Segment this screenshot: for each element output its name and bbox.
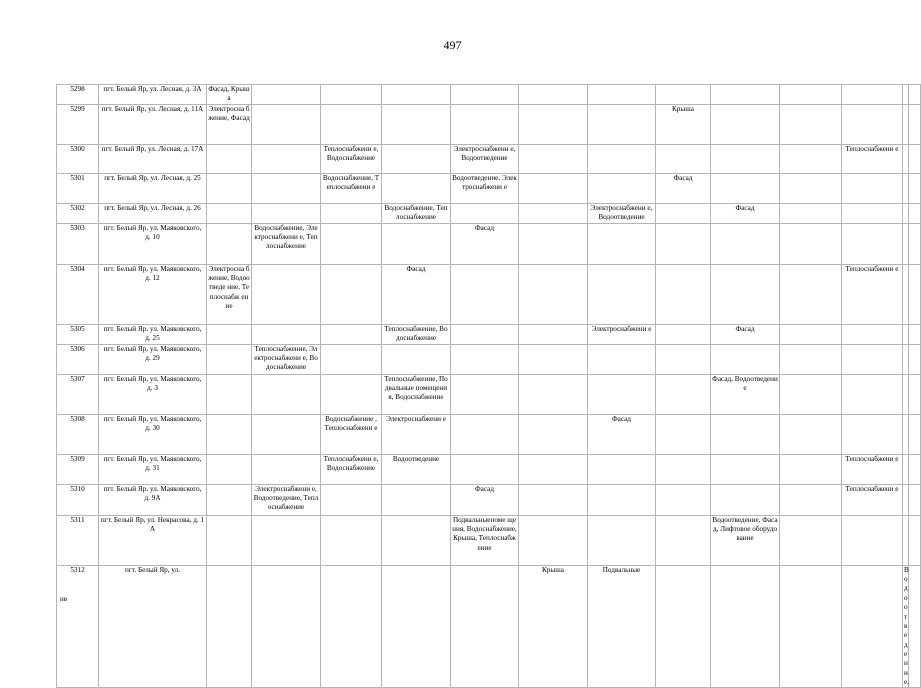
work-type-cell [909, 515, 921, 565]
work-type-cell [780, 344, 842, 374]
work-type-cell [451, 344, 519, 374]
work-type-cell [382, 104, 451, 144]
work-type-cell [842, 203, 903, 223]
work-type-cell [780, 173, 842, 203]
work-type-cell [909, 104, 921, 144]
work-type-cell [842, 104, 903, 144]
work-type-cell [519, 144, 588, 173]
address-cell: пгт. Белый Яр, ул. Лесная, д. 26 [99, 203, 207, 223]
work-type-cell [252, 515, 321, 565]
work-type-cell [780, 324, 842, 344]
work-type-cell: Теплоснабжени е [842, 454, 903, 484]
work-type-cell: Крыша [656, 104, 711, 144]
table-row [57, 85, 921, 105]
work-type-cell: Водоотведение [382, 454, 451, 484]
work-type-cell [909, 324, 921, 344]
table-row [57, 144, 921, 173]
work-type-cell [711, 223, 780, 264]
table-row [57, 374, 921, 414]
work-type-cell: Фасад, Водоотведение [711, 374, 780, 414]
work-type-cell: Фасад [382, 264, 451, 324]
row-number-cell: 5310 [57, 484, 99, 515]
work-type-cell [519, 223, 588, 264]
work-type-cell [519, 484, 588, 515]
work-type-cell [321, 85, 382, 105]
work-type-cell [909, 484, 921, 515]
table-row [57, 515, 921, 565]
work-type-cell [207, 223, 252, 264]
work-type-cell [588, 484, 656, 515]
work-type-cell [588, 454, 656, 484]
work-type-cell: Теплоснабжение, Водоснабжение [382, 324, 451, 344]
address-cell: пгт. Белый Яр, ул. Маяковского, д. 30 [99, 414, 207, 454]
table-row [57, 104, 921, 144]
work-type-cell [780, 104, 842, 144]
work-type-cell [321, 515, 382, 565]
work-type-cell [656, 454, 711, 484]
work-type-cell: Подвальныепоме щения, Водоснабжение, Крыша, Теплоснабжение [451, 515, 519, 565]
work-type-cell [656, 484, 711, 515]
work-type-cell [382, 223, 451, 264]
work-type-cell [321, 374, 382, 414]
work-type-cell [656, 144, 711, 173]
work-type-cell [252, 85, 321, 105]
data-table [56, 84, 921, 688]
work-type-cell [451, 85, 519, 105]
work-type-cell [588, 374, 656, 414]
work-type-cell [519, 344, 588, 374]
table-row [57, 324, 921, 344]
work-type-cell [842, 85, 903, 105]
work-type-cell [711, 565, 780, 688]
row-number-cell: 5305 [57, 324, 99, 344]
work-type-cell [588, 85, 656, 105]
work-type-cell [909, 144, 921, 173]
work-type-cell [711, 414, 780, 454]
work-type-cell: Водоснабжение, Электроснабжени е, Теплоснабжение [252, 223, 321, 264]
work-type-cell [656, 344, 711, 374]
work-type-cell [780, 565, 842, 688]
work-type-cell: Теплоснабжени е, Водоснабжение [321, 454, 382, 484]
work-type-cell [656, 515, 711, 565]
work-type-cell [451, 565, 519, 688]
table-row [57, 173, 921, 203]
table-row [57, 264, 921, 324]
work-type-cell [711, 173, 780, 203]
row-number-cell: 5300 [57, 144, 99, 173]
work-type-cell [451, 414, 519, 454]
footer-mark: нв [60, 595, 68, 603]
work-type-cell [519, 454, 588, 484]
work-type-cell [207, 144, 252, 173]
work-type-cell [656, 414, 711, 454]
work-type-cell [909, 344, 921, 374]
work-type-cell [207, 515, 252, 565]
work-type-cell: Водоотведение, Фасад, Лифтовое оборудование [711, 515, 780, 565]
work-type-cell: Фасад [656, 173, 711, 203]
work-type-cell [321, 565, 382, 688]
work-type-cell: Водоснабжение, Теплоснабжение [382, 203, 451, 223]
work-type-cell: Теплоснабжение, Электроснабжени е, Водоснабжение [252, 344, 321, 374]
table-row [57, 203, 921, 223]
row-number-cell: 5299 [57, 104, 99, 144]
work-type-cell: Электроснабжени е, Водоотведение, Теплоснабжение [252, 484, 321, 515]
work-type-cell [207, 484, 252, 515]
work-type-cell [711, 264, 780, 324]
work-type-cell: Крыша [519, 565, 588, 688]
row-number-cell: 5312 [57, 565, 99, 688]
work-type-cell [207, 374, 252, 414]
work-type-cell [382, 85, 451, 105]
table-row [57, 484, 921, 515]
work-type-cell [780, 414, 842, 454]
address-cell: пгт. Белый Яр, ул. Лесная, д. 3А [99, 85, 207, 105]
work-type-cell [382, 565, 451, 688]
row-number-cell: 5298 [57, 85, 99, 105]
work-type-cell [909, 173, 921, 203]
work-type-cell: Фасад, Крыша [208, 85, 250, 103]
work-type-cell [711, 144, 780, 173]
work-type-cell [842, 414, 903, 454]
address-cell: пгт. Белый Яр, ул. Маяковского, д. 3 [99, 374, 207, 414]
work-type-cell [451, 324, 519, 344]
work-type-cell [780, 264, 842, 324]
work-type-cell: Фасад [711, 324, 780, 344]
work-type-cell [207, 414, 252, 454]
work-type-cell [382, 515, 451, 565]
work-type-cell [252, 104, 321, 144]
work-type-cell [451, 203, 519, 223]
table-row [57, 454, 921, 484]
work-type-cell [711, 104, 780, 144]
work-type-cell [207, 203, 252, 223]
work-type-cell [519, 374, 588, 414]
work-type-cell [588, 144, 656, 173]
work-type-cell [909, 454, 921, 484]
work-type-cell [909, 414, 921, 454]
row-number-cell: 5302 [57, 203, 99, 223]
work-type-cell: Теплоснабжение, Подвальные помещения, Водоснабжение [382, 374, 451, 414]
work-type-cell: Фасад [588, 414, 656, 454]
work-type-cell [588, 515, 656, 565]
work-type-cell [321, 223, 382, 264]
work-type-cell [207, 565, 252, 688]
work-type-cell [451, 104, 519, 144]
work-type-cell [656, 374, 711, 414]
work-type-cell [321, 104, 382, 144]
work-type-cell: Электроснабжени е [382, 414, 451, 454]
address-cell: пгт. Белый Яр, ул. Маяковского, д. 25 [99, 324, 207, 344]
work-type-cell [588, 173, 656, 203]
work-type-cell [207, 324, 252, 344]
work-type-cell [252, 374, 321, 414]
work-type-cell: Теплоснабжени е, Водоснабжение [321, 144, 382, 173]
work-type-cell [382, 344, 451, 374]
table-row [57, 414, 921, 454]
work-type-cell [909, 85, 921, 105]
work-type-cell: Теплоснабжени е [842, 144, 903, 173]
work-type-cell [842, 223, 903, 264]
work-type-cell [252, 454, 321, 484]
address-cell: пгт. Белый Яр, ул. Маяковского, д. 10 [99, 223, 207, 264]
work-type-cell [909, 203, 921, 223]
address-cell: пгт. Белый Яр, ул. Маяковского, д. 31 [99, 454, 207, 484]
work-type-cell [711, 454, 780, 484]
work-type-cell [588, 344, 656, 374]
work-type-cell: Водоснабжение , Теплоснабжени е [321, 414, 382, 454]
work-type-cell [451, 264, 519, 324]
address-cell: пгт. Белый Яр, ул. Маяковского, д. 29 [99, 344, 207, 374]
address-cell: пгт. Белый Яр, ул. Маяковского, д. 9А [99, 484, 207, 515]
work-type-cell [656, 264, 711, 324]
work-type-cell: Электроснабжени е, Водоотведение [588, 203, 656, 223]
work-type-cell [519, 515, 588, 565]
row-number-cell: 5309 [57, 454, 99, 484]
work-type-cell: Фасад [451, 484, 519, 515]
work-type-cell [519, 173, 588, 203]
work-type-cell [656, 223, 711, 264]
work-type-cell [780, 374, 842, 414]
work-type-cell [780, 515, 842, 565]
work-type-cell [842, 374, 903, 414]
work-type-cell [252, 565, 321, 688]
work-type-cell [780, 144, 842, 173]
row-number-cell: 5303 [57, 223, 99, 264]
work-type-cell [382, 144, 451, 173]
work-type-cell [780, 85, 842, 105]
work-type-cell: Фасад [451, 223, 519, 264]
work-type-cell [588, 223, 656, 264]
work-type-cell [909, 223, 921, 264]
work-type-cell: Подвальные [588, 565, 656, 688]
work-type-cell: Электроснабжени е, Водоотведение [451, 144, 519, 173]
address-cell: пгт. Белый Яр, ул. Лесная, д. 25 [99, 173, 207, 203]
work-type-cell [321, 484, 382, 515]
row-number-cell: 5311 [57, 515, 99, 565]
work-type-cell [842, 515, 903, 565]
work-type-cell: Фасад [711, 203, 780, 223]
work-type-cell [252, 414, 321, 454]
page-number: 497 [443, 38, 462, 52]
work-type-cell [519, 324, 588, 344]
work-type-cell [207, 173, 252, 203]
work-type-cell [321, 264, 382, 324]
work-type-cell [252, 203, 321, 223]
work-type-cell [711, 484, 780, 515]
work-type-cell [321, 324, 382, 344]
work-type-cell [780, 454, 842, 484]
work-type-cell: Теплоснабжени е [842, 484, 903, 515]
work-type-cell [842, 173, 903, 203]
work-type-cell: Электроснабжени е [588, 324, 656, 344]
work-type-cell [909, 374, 921, 414]
row-number-cell: 5301 [57, 173, 99, 203]
work-type-cell [252, 264, 321, 324]
work-type-cell [252, 144, 321, 173]
work-type-cell [842, 324, 903, 344]
work-type-cell [842, 565, 903, 688]
work-type-cell [842, 344, 903, 374]
address-cell: пгт. Белый Яр, ул. Маяковского, д. 12 [99, 264, 207, 324]
work-type-cell [382, 484, 451, 515]
work-type-cell [656, 85, 711, 105]
work-type-cell [451, 374, 519, 414]
address-cell: пгт. Белый Яр, ул. Лесная, д. 11А [99, 104, 207, 144]
work-type-cell [519, 414, 588, 454]
work-type-cell [711, 85, 780, 105]
work-type-cell [656, 203, 711, 223]
work-type-cell [711, 344, 780, 374]
work-type-cell [252, 173, 321, 203]
work-type-cell [780, 223, 842, 264]
work-type-cell [451, 454, 519, 484]
row-number-cell: 5308 [57, 414, 99, 454]
work-type-cell [656, 565, 711, 688]
work-type-cell [321, 344, 382, 374]
work-type-cell [252, 324, 321, 344]
work-type-cell [207, 454, 252, 484]
row-number-cell: 5304 [57, 264, 99, 324]
work-type-cell [519, 264, 588, 324]
table-row [57, 223, 921, 264]
work-type-cell: Водоснабжение, Теплоснабжени е [321, 173, 382, 203]
work-type-cell [588, 104, 656, 144]
row-number-cell: 5306 [57, 344, 99, 374]
address-cell: пгт. Белый Яр, ул. [99, 565, 207, 688]
work-type-cell [909, 565, 921, 688]
row-number-cell: 5307 [57, 374, 99, 414]
work-type-cell [780, 484, 842, 515]
table-row [57, 565, 921, 688]
work-type-cell [909, 264, 921, 324]
address-cell: пгт. Белый Яр, ул. Некрасова, д. 1А [99, 515, 207, 565]
address-cell: пгт. Белый Яр, ул. Лесная, д. 17А [99, 144, 207, 173]
work-type-cell: Теплоснабжени е [842, 264, 903, 324]
work-type-cell: Водоотведение, [904, 565, 909, 687]
work-type-cell: Водоотведение, Электроснабжени е [451, 173, 519, 203]
work-type-cell [321, 203, 382, 223]
work-type-cell [519, 85, 588, 105]
work-type-cell [656, 324, 711, 344]
work-type-cell [519, 104, 588, 144]
work-type-cell [382, 173, 451, 203]
work-type-cell: Электросна бжение, Водоотведе ние, Теплоснабж ение [207, 264, 252, 324]
work-type-cell: Электросна бжение, Фасад [207, 104, 252, 144]
table-row [57, 344, 921, 374]
work-type-cell [207, 344, 252, 374]
work-type-cell [588, 264, 656, 324]
work-type-cell [780, 203, 842, 223]
work-type-cell [519, 203, 588, 223]
